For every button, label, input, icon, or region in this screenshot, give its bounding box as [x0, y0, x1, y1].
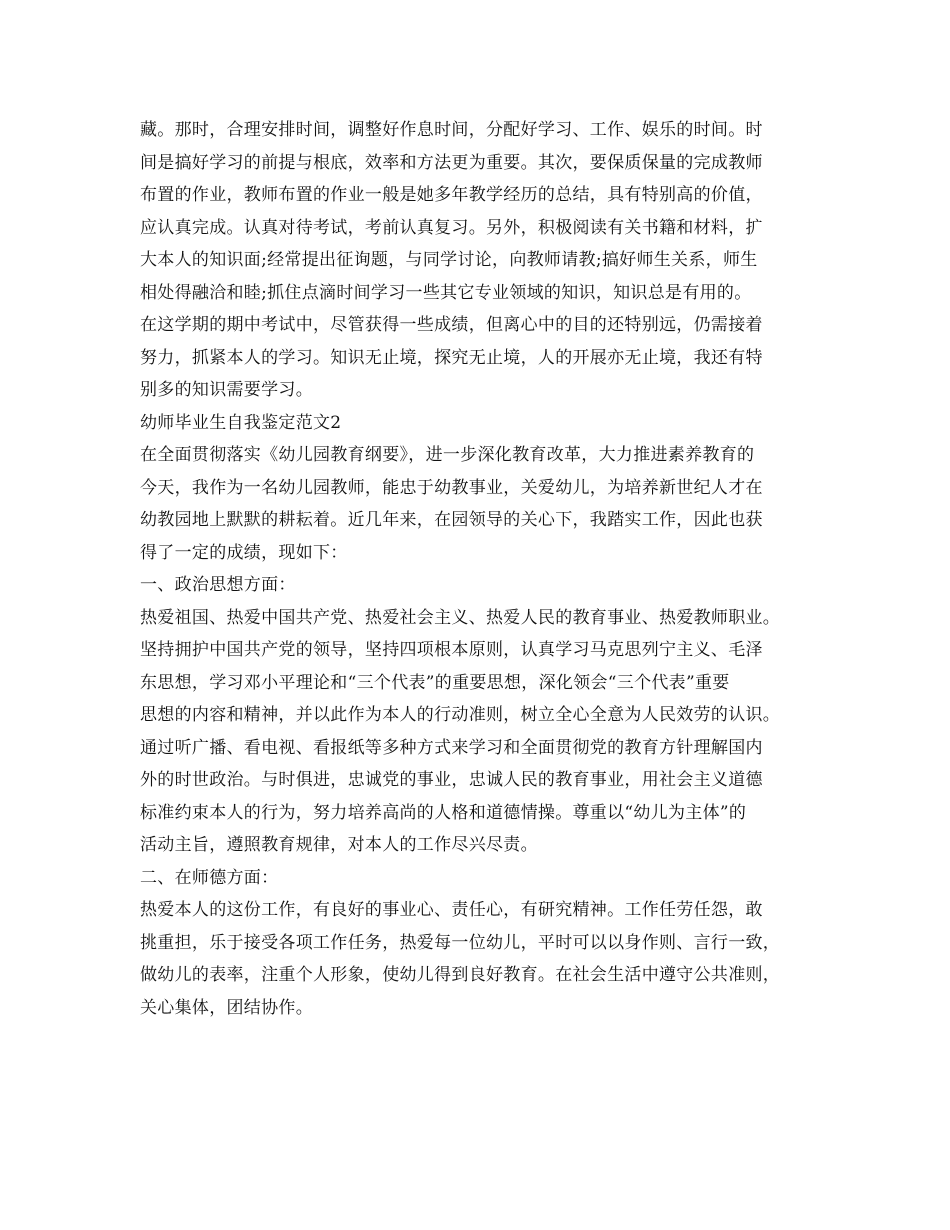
text-line: 布置的作业，教师布置的作业一般是她多年教学经历的总结，具有特别高的价值， [140, 185, 763, 205]
text-line: 做幼儿的表率，注重个人形象，使幼儿得到良好教育。在社会生活中遵守公共准则， [140, 965, 781, 985]
text-line: 关心集体，团结协作。 [140, 997, 313, 1018]
text-line: 东思想，学习邓小平理论和“三个代表”的重要思想，深化领会“三个代表”重要 [140, 672, 730, 693]
subsection-heading-ethics: 二、在师德方面： [140, 867, 279, 888]
document-body [140, 114, 820, 1024]
text-line: 热爱祖国、热爱中国共产党、热爱社会主义、热爱人民的教育事业、热爱教师职业。 [140, 607, 781, 628]
text-line: 标准约束本人的行为，努力培养高尚的人格和道德情操。尊重以“幼儿为主体”的 [140, 802, 747, 823]
text-line: 别多的知识需要学习。 [140, 380, 313, 400]
subsection-heading-political: 一、政治思想方面： [140, 575, 296, 595]
text-line: 挑重担，乐于接受各项工作任务，热爱每一位幼儿，平时可以以身作则、言行一致， [140, 932, 781, 953]
text-line: 通过听广播、看电视、看报纸等多种方式来学习和全面贯彻党的教育方针理解国内 [140, 737, 763, 758]
text-line: 外的时世政治。与时俱进，忠诚党的事业，忠诚人民的教育事业，用社会主义道德 [140, 770, 763, 790]
text-line: 间是搞好学习的前提与根底，效率和方法更为重要。其次，要保质保量的完成教师 [140, 152, 763, 173]
text-line: 坚持拥护中国共产党的领导，坚持四项根本原则，认真学习马克思列宁主义、毛泽 [140, 640, 763, 660]
text-line: 思想的内容和精神，并以此作为本人的行动准则，树立全心全意为人民效劳的认识。 [140, 705, 781, 725]
text-line: 相处得融洽和睦;抓住点滴时间学习一些其它专业领域的知识，知识总是有用的。 [140, 282, 752, 303]
text-line: 得了一定的成绩，现如下： [140, 542, 348, 563]
text-line: 应认真完成。认真对待考试，考前认真复习。另外，积极阅读有关书籍和材料，扩 [140, 217, 763, 238]
text-line: 努力，抓紧本人的学习。知识无止境，探究无止境，人的开展亦无止境，我还有特 [140, 347, 763, 368]
text-line: 在全面贯彻落实《幼儿园教育纲要》，进一步深化教育改革，大力推进素养教育的 [140, 445, 755, 465]
text-line: 藏。那时，合理安排时间，调整好作息时间，分配好学习、工作、娱乐的时间。时 [140, 120, 763, 140]
text-line: 今天，我作为一名幼儿园教师，能忠于幼教事业，关爱幼儿，为培养新世纪人才在 [140, 477, 763, 498]
text-line: 幼教园地上默默的耕耘着。近几年来，在园领导的关心下，我踏实工作，因此也获 [140, 510, 763, 530]
section-title: 幼师毕业生自我鉴定范文2 [140, 412, 342, 433]
text-line: 大本人的知识面;经常提出征询题，与同学讨论，向教师请教;搞好师生关系，师生 [140, 250, 758, 270]
text-line: 热爱本人的这份工作，有良好的事业心、责任心，有研究精神。工作任劳任怨，敢 [140, 900, 763, 920]
text-line: 在这学期的期中考试中，尽管获得一些成绩，但离心中的目的还特别远，仍需接着 [140, 315, 763, 335]
text-line: 活动主旨，遵照教育规律，对本人的工作尽兴尽责。 [140, 835, 538, 855]
